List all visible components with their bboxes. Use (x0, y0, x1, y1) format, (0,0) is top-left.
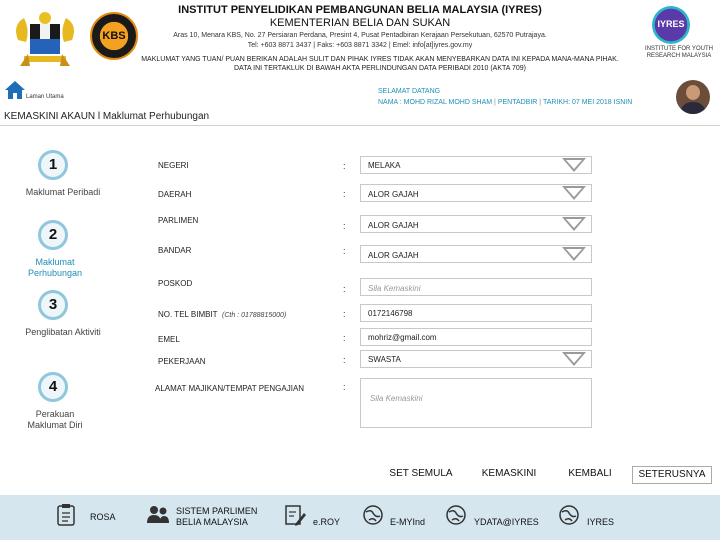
parlimen-belia-link[interactable] (176, 506, 257, 528)
emyind-link[interactable]: E-MYInd (390, 517, 426, 527)
separator: | (492, 99, 498, 106)
colon: : (343, 189, 346, 199)
breadcrumb: KEMASKINI AKAUN l Maklumat Perhubungan (4, 111, 210, 122)
bandar-label: BANDAR (158, 246, 192, 255)
current-date: TARIKH: 07 MEI 2018 ISNIN (542, 99, 633, 106)
parlimen-belia-line1: SISTEM PARLIMEN (176, 506, 258, 516)
colon: : (343, 284, 346, 294)
colon: : (343, 382, 346, 392)
globe-icon[interactable] (558, 503, 580, 527)
step-2-circle[interactable]: 2 (38, 220, 68, 250)
parlimen-value: ALOR GAJAH (368, 221, 419, 230)
iyres-link[interactable]: IYRES (587, 517, 615, 527)
user-role: PENTADBIR (497, 99, 538, 106)
step-1-label[interactable]: Maklumat Peribadi (25, 187, 101, 197)
emel-value: mohriz@gmail.com (368, 333, 437, 342)
pekerjaan-label: PEKERJAAN (158, 357, 206, 366)
tel-value: 0172146798 (368, 309, 413, 318)
user-avatar[interactable] (676, 80, 710, 114)
address-text: Aras 10, Menara KBS, No. 27 Persiaran Perdana, Presint 4, Pusat Pentadbiran Kerajaan Persekutuan, 62570 Putrajaya. (173, 32, 547, 39)
colon: : (343, 161, 346, 171)
step-3-label[interactable]: Penglibatan Aktiviti (25, 327, 101, 337)
home-icon[interactable] (4, 80, 26, 100)
rosa-link[interactable]: ROSA (90, 512, 116, 522)
emel-label: EMEL (158, 335, 180, 344)
colon: : (343, 309, 346, 319)
home-link[interactable]: Laman Utama (26, 94, 64, 100)
step-1-circle[interactable]: 1 (38, 150, 68, 180)
reset-button[interactable]: SET SEMULA (384, 466, 458, 484)
institute-title: INSTITUT PENYELIDIKAN PEMBANGUNAN BELIA MALAYSIA (IYRES) (178, 4, 542, 16)
welcome-greeting: SELAMAT DATANG (378, 88, 441, 95)
step-3-circle[interactable]: 3 (38, 290, 68, 320)
poskod-placeholder: Sila Kemaskini (368, 284, 421, 293)
ydata-link[interactable]: YDATA@IYRES (474, 517, 539, 527)
footer (0, 495, 720, 540)
separator: | (537, 99, 543, 106)
eroy-link[interactable]: e.ROY (313, 517, 341, 527)
tel-hint: (Cth : 01788815000) (222, 312, 287, 319)
bandar-value: ALOR GAJAH (368, 251, 419, 260)
tel-label-text: NO. TEL BIMBIT (158, 310, 218, 319)
clipboard-icon[interactable] (55, 503, 77, 527)
chevron-down-icon[interactable] (562, 217, 586, 231)
chevron-down-icon[interactable] (562, 158, 586, 172)
step-4-label-line2: Maklumat Diri (27, 420, 83, 430)
alamat-textarea[interactable] (360, 378, 592, 428)
welcome-info (378, 86, 632, 108)
globe-icon[interactable] (445, 503, 467, 527)
privacy-notice-line1: MAKLUMAT YANG TUAN/ PUAN BERIKAN ADALAH SULIT DAN PIHAK IYRES TIDAK AKAN MENYEBARKAN DATA INI KEPADA MANA-MANA PIHAK. (141, 56, 619, 63)
privacy-notice (120, 55, 640, 73)
colon: : (343, 221, 346, 231)
globe-icon[interactable] (362, 503, 384, 527)
alamat-label: ALAMAT MAJIKAN/TEMPAT PENGAJIAN (155, 384, 305, 393)
step-4-circle[interactable]: 4 (38, 372, 68, 402)
step-4-label-line1: Perakuan (35, 409, 75, 419)
next-button[interactable]: SETERUSNYA (632, 466, 712, 484)
step-2-label[interactable] (0, 257, 110, 279)
privacy-notice-line2: DATA INI TERTAKLUK DI BAWAH AKTA PERLINDUNGAN DATA PERIBADI 2010 (AKTA 709) (233, 65, 526, 72)
chevron-down-icon[interactable] (562, 186, 586, 200)
kbs-logo: KBS (90, 12, 138, 60)
colon: : (343, 333, 346, 343)
daerah-label: DAERAH (158, 190, 192, 199)
alamat-placeholder: Sila Kemaskini (370, 394, 423, 403)
negeri-label: NEGERI (158, 161, 189, 170)
page-header (0, 0, 720, 78)
colon: : (343, 355, 346, 365)
daerah-value: ALOR GAJAH (368, 190, 419, 199)
negeri-value: MELAKA (368, 161, 401, 170)
user-name: NAMA : MOHD RIZAL MOHD SHAM (378, 99, 493, 106)
pekerjaan-value: SWASTA (368, 355, 401, 364)
iyres-logo: IYRES (652, 6, 690, 44)
edit-document-icon[interactable] (284, 503, 306, 527)
update-button[interactable]: KEMASKINI (474, 466, 544, 484)
poskod-label: POSKOD (158, 279, 193, 288)
step-2-label-line2: Perhubungan (27, 268, 83, 278)
divider (0, 125, 720, 126)
step-4-label[interactable] (0, 409, 110, 431)
contact-text: Tel: +603 8871 3437 | Faks: +603 8871 3342 | Emel: info[at]iyres.gov.my (247, 42, 473, 49)
step-2-label-line1: Maklumat (35, 257, 75, 267)
users-icon[interactable] (145, 503, 171, 527)
parlimen-belia-line2: BELIA MALAYSIA (176, 517, 248, 527)
tel-label (158, 310, 286, 319)
ministry-title: KEMENTERIAN BELIA DAN SUKAN (269, 17, 451, 29)
parlimen-label: PARLIMEN (158, 216, 199, 225)
user-info (378, 97, 632, 108)
colon: : (343, 246, 346, 256)
chevron-down-icon[interactable] (562, 352, 586, 366)
back-button[interactable]: KEMBALI (560, 466, 620, 484)
malaysia-crest-logo (10, 10, 80, 70)
iyres-subtitle: INSTITUTE FOR YOUTH RESEARCH MALAYSIA (645, 46, 713, 59)
chevron-down-icon[interactable] (562, 247, 586, 261)
